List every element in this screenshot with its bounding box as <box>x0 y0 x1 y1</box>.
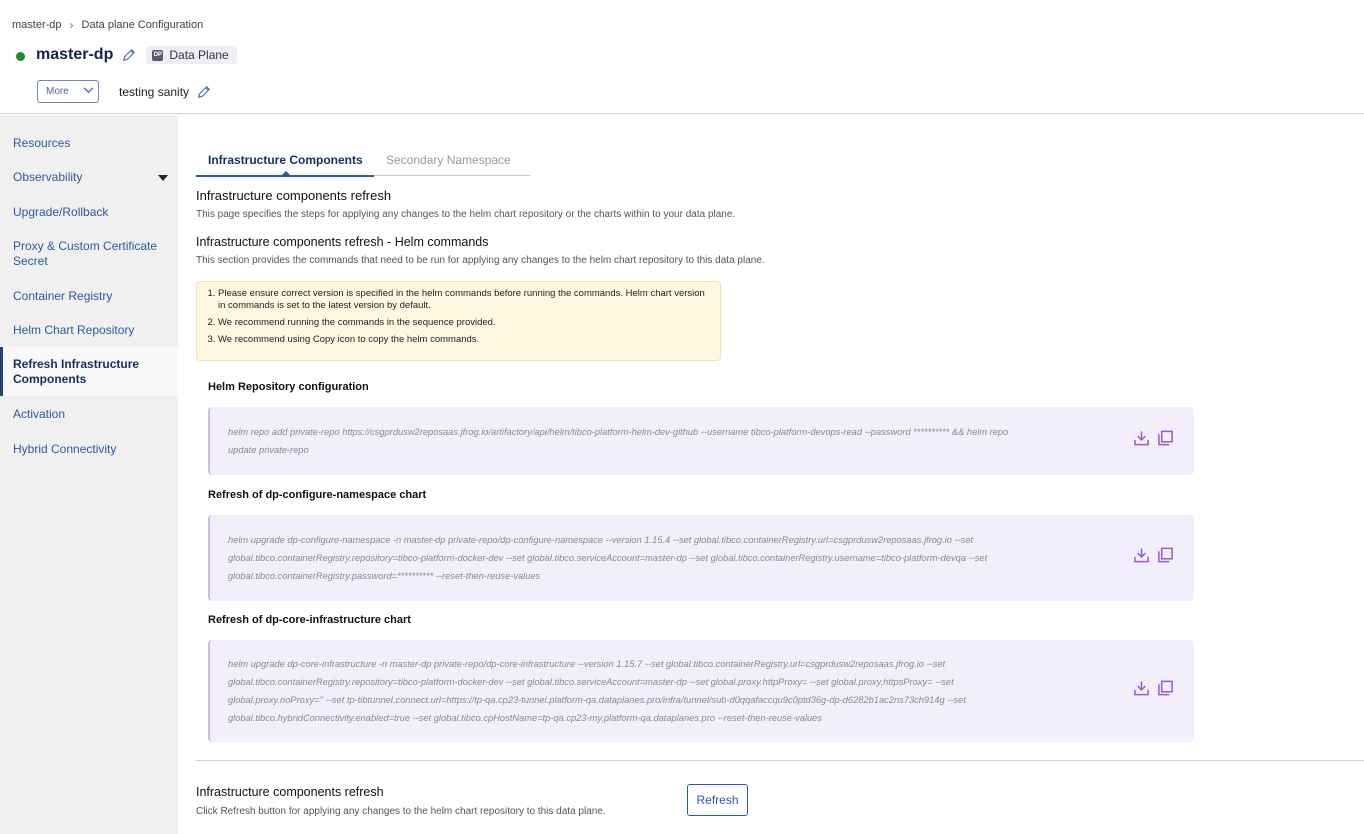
sidebar-item-proxy-certificate[interactable]: Proxy & Custom Certificate Secret <box>13 239 158 268</box>
copy-icon[interactable] <box>1157 547 1174 570</box>
helm-commands-heading: Infrastructure components refresh - Helm commands <box>196 235 489 249</box>
sidebar <box>0 115 178 834</box>
breadcrumb-item-current: Data plane Configuration <box>81 19 204 31</box>
dataplane-description: testing sanity <box>119 85 190 99</box>
sidebar-item-helm-chart-repository[interactable]: Helm Chart Repository <box>13 323 135 337</box>
sidebar-item-activation[interactable]: Activation <box>13 407 66 421</box>
breadcrumb <box>12 18 203 32</box>
configure-namespace-code <box>208 515 1194 601</box>
breadcrumb-item-master-dp[interactable]: master-dp <box>12 19 62 31</box>
sidebar-item-observability[interactable] <box>0 170 178 185</box>
more-dropdown-button[interactable] <box>37 80 99 103</box>
download-icon[interactable] <box>1133 430 1150 453</box>
caret-down-icon <box>158 175 168 181</box>
sidebar-item-label: Observability <box>13 170 83 184</box>
helm-repo-config-code <box>208 407 1194 475</box>
download-icon[interactable] <box>1133 680 1150 703</box>
code-actions <box>1133 680 1174 703</box>
copy-icon[interactable] <box>1157 430 1174 453</box>
data-plane-badge <box>146 46 236 64</box>
tab-infrastructure-components[interactable]: Infrastructure Components <box>208 153 363 167</box>
configure-namespace-title: Refresh of dp-configure-namespace chart <box>208 489 427 501</box>
active-tab-notch <box>282 171 290 175</box>
sidebar-item-refresh-infrastructure[interactable]: Refresh Infrastructure Components <box>0 347 178 396</box>
sidebar-item-resources[interactable]: Resources <box>13 136 71 150</box>
core-infrastructure-title: Refresh of dp-core-infrastructure chart <box>208 614 411 626</box>
download-icon[interactable] <box>1133 547 1150 570</box>
helm-repo-config-title: Helm Repository configuration <box>208 381 369 393</box>
title-row <box>16 46 237 64</box>
refresh-description: Click Refresh button for applying any changes to the helm chart repository to this data plane. <box>196 806 606 817</box>
description-row <box>119 85 211 99</box>
code-actions <box>1133 547 1174 570</box>
core-infrastructure-code <box>208 640 1194 742</box>
divider <box>196 760 1364 761</box>
code-text: helm repo add private-repo https://csgprdusw2reposaas.jfrog.io/artifactory/api/helm/tibco-platform-helm-dev-github --username tibco-platform-devops-read --password ********** && helm repo update private-repo <box>228 427 1009 455</box>
data-plane-badge-label: Data Plane <box>169 48 229 62</box>
sidebar-item-hybrid-connectivity[interactable]: Hybrid Connectivity <box>13 442 117 456</box>
note-item: 3. We recommend using Copy icon to copy the helm commands. <box>218 334 712 346</box>
main-content <box>178 115 1364 834</box>
note-item: 2. We recommend running the commands in the sequence provided. <box>218 317 712 329</box>
edit-title-pencil-icon[interactable] <box>122 48 136 62</box>
page-title: master-dp <box>36 46 114 63</box>
refresh-button[interactable]: Refresh <box>687 784 748 816</box>
tab-bar <box>196 151 530 176</box>
helm-commands-description: This section provides the commands that need to be run for applying any changes to the helm chart repository to this data plane. <box>196 255 765 266</box>
section-heading: Infrastructure components refresh <box>196 188 392 203</box>
tab-secondary-namespace[interactable]: Secondary Namespace <box>386 153 511 167</box>
page-header <box>0 0 1364 114</box>
section-description: This page specifies the steps for applying any changes to the helm chart repository or the charts within to your data plane. <box>196 209 736 220</box>
chevron-down-icon <box>83 86 94 97</box>
status-dot <box>16 52 25 61</box>
refresh-heading: Infrastructure components refresh <box>196 785 384 799</box>
info-note <box>196 281 721 361</box>
copy-icon[interactable] <box>1157 680 1174 703</box>
edit-description-pencil-icon[interactable] <box>197 85 211 99</box>
code-text: helm upgrade dp-configure-namespace -n master-dp private-repo/dp-configure-namespace --version 1.15.4 --set global.tibco.containerRegistry.url=csgprdusw2reposaas.jfrog.io --set global.tibco.containerRegistry.repository=tibco-platform-docker-dev --set global.tibco.serviceAccount=master-dp --set global.tibco.containerRegistry.username=tibco-platform-devqa --set global.tibco.containerRegistry.password=********** --reset-then-reuse-values <box>228 535 988 581</box>
sidebar-item-upgrade-rollback[interactable]: Upgrade/Rollback <box>13 205 109 219</box>
more-button-label: More <box>46 86 69 97</box>
active-tab-indicator <box>196 175 374 177</box>
chevron-right-icon: › <box>69 18 74 32</box>
data-plane-icon: DP <box>152 50 163 61</box>
code-actions <box>1133 430 1174 453</box>
sidebar-item-container-registry[interactable]: Container Registry <box>13 289 113 303</box>
note-item: 1. Please ensure correct version is specified in the helm commands before running the commands. Helm chart version in commands is set to the latest version by default. <box>218 288 712 312</box>
code-text: helm upgrade dp-core-infrastructure -n master-dp private-repo/dp-core-infrastructure --version 1.15.7 --set global.tibco.containerRegistry.url=csgprdusw2reposaas.jfrog.io --set global.tibco.containerRegistry.repository=tibco-platform-docker-dev --set global.tibco.serviceAccount=master-dp --set global.proxy.httpProxy= --set global.proxy.httpsProxy= --set global.proxy.noProxy='' --set tp-tibtunnel.connect.url=https://tp-qa.cp23-tunnel.platform-qa.dataplanes.pro/infra/tunnel/sub-d0qqafaccqu9c0ptd36g-dp-d6282b1ac2ns73ch914g --set global.tibco.hybridConnectivity.enabled=true --set global.tibco.cpHostName=tp-qa.cp23-my.platform-qa.dataplanes.pro --reset-then-reuse-values <box>228 659 966 723</box>
